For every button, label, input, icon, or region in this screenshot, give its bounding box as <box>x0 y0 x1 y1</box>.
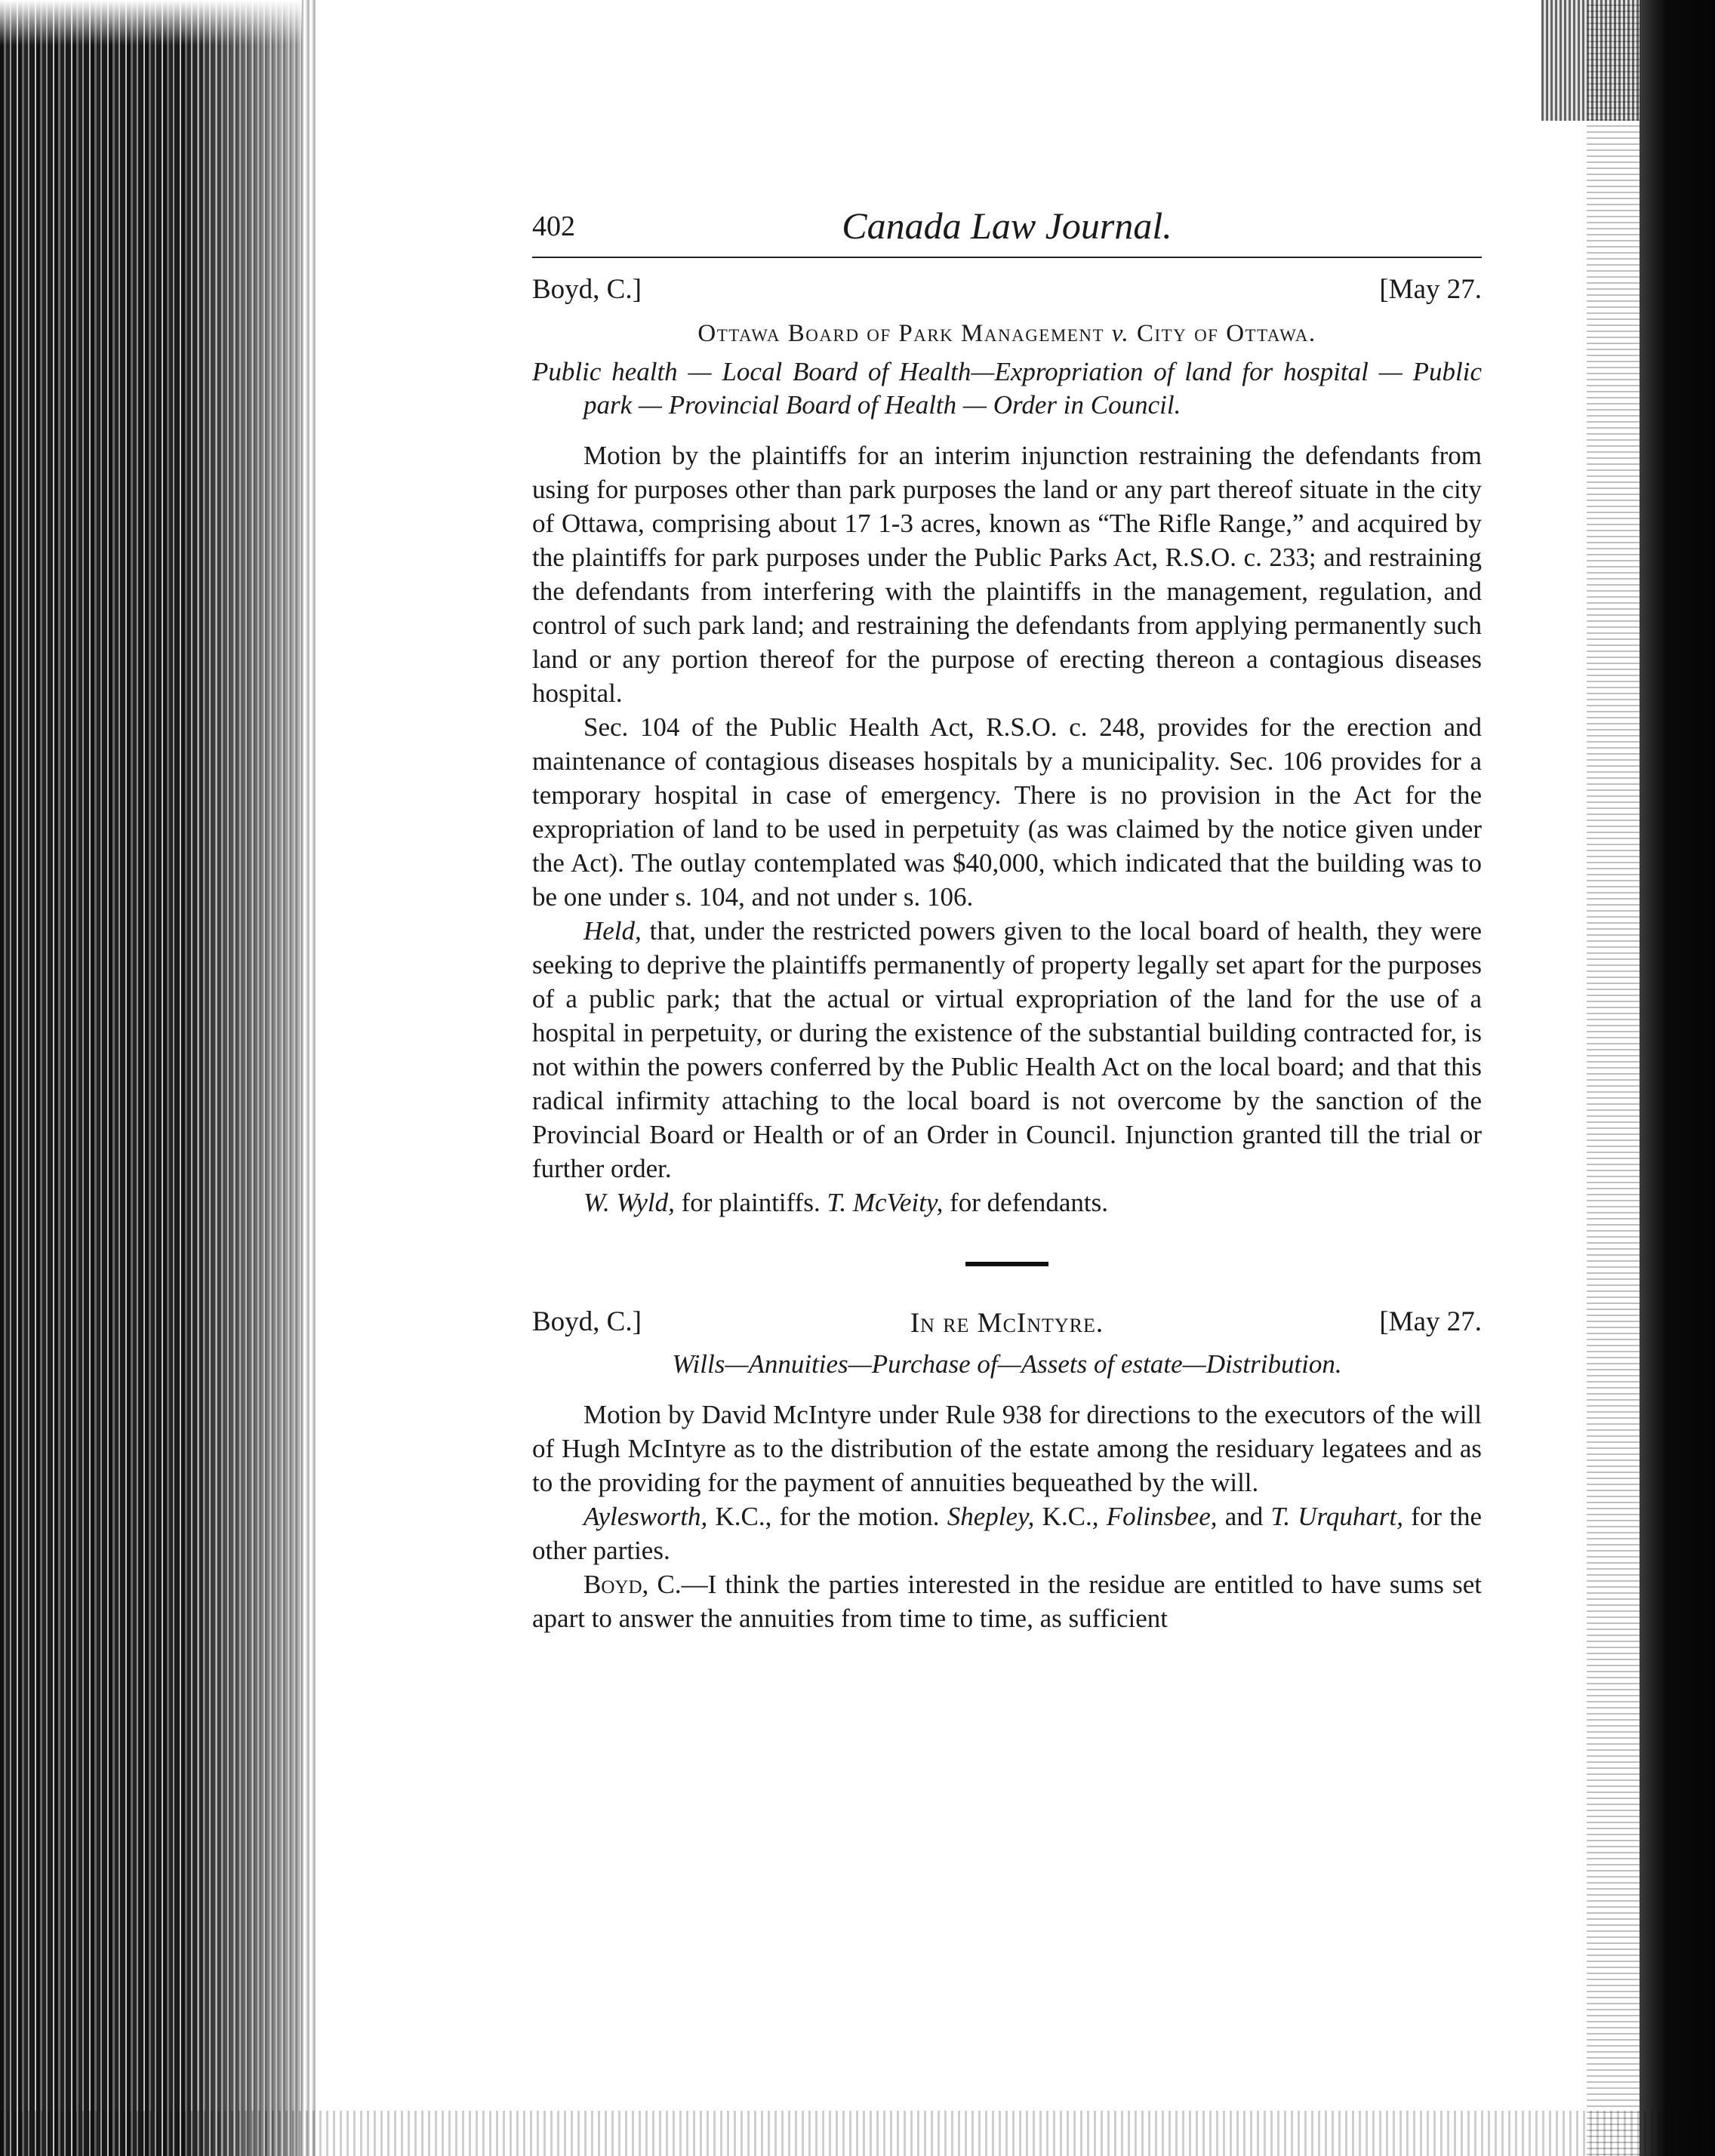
case1-header <box>532 273 1482 315</box>
case2-judgment <box>532 1567 1482 1635</box>
header-rule <box>532 257 1482 258</box>
section-divider <box>965 1262 1048 1266</box>
right-edge-shadow <box>1640 0 1715 2156</box>
scan-top-fade <box>0 0 302 45</box>
case1-date: [May 27. <box>1379 274 1482 305</box>
case2-counsel-d-text: for the other parties. <box>532 1502 1482 1565</box>
case2-judge: Boyd, C.] <box>532 1306 642 1337</box>
case1-headnote: Public health — Local Board of Health—Expropriation of land for hospital — Public park — Provincial Board of Health — Order in Council. <box>532 357 1482 420</box>
case1-held-text: that, under the restricted powers given to the local board of health, they were seeking to deprive the plaintiffs permanently of property legally set apart for the purposes of a public park; that the actual or virtual expropriation of the land for the use of a hospital in perpetuity, or during the existence of the substantial building contracted for, is not within the powers conferred by the Public Health Act on the local board; and that this radical infirmity attaching to the local board is not overcome by the sanction of the Provincial Board or Health or of an Order in Council. Injunction granted till the trial or further order. <box>532 916 1482 1183</box>
case2-counsel-b: Shepley, <box>947 1502 1035 1531</box>
case1-title-plaintiff: Ottawa Board of Park Management <box>697 320 1105 347</box>
case2-counsel-c: Folinsbee, <box>1106 1502 1218 1531</box>
case1-title-defendant: City of Ottawa. <box>1136 320 1316 347</box>
page-gutter-shadow <box>189 0 317 2156</box>
case2-title: In re McIntyre. <box>910 1308 1104 1339</box>
case2-counsel <box>532 1499 1482 1567</box>
case1-judge: Boyd, C.] <box>532 274 642 305</box>
case2-counsel-b-text: K.C., <box>1034 1502 1107 1531</box>
case2-counsel-a-text: K.C., for the motion. <box>707 1502 947 1531</box>
journal-page <box>532 204 1482 1635</box>
case1-paragraph-1: Motion by the plaintiffs for an interim injunction restraining the defendants from using for purposes other than park purposes the land or any part thereof situate in the city of Ottawa, comprising about 17 1-3 acres, known as “The Rifle Range,” and acquired by the plaintiffs for park purposes under the Public Parks Act, R.S.O. c. 233; and restraining the defendants from interfering with the plaintiffs in the management, regulation, and control of such park land; and restraining the defendants from applying permanently such land or any portion thereof for the purpose of erecting thereon a contagious diseases hospital. <box>532 441 1482 708</box>
case2-judgment-speaker: Boyd, C. <box>583 1570 682 1599</box>
case2-counsel-a: Aylesworth, <box>583 1502 708 1531</box>
case2-date: [May 27. <box>1379 1306 1482 1337</box>
case1-paragraph-2: Sec. 104 of the Public Health Act, R.S.O. c. 248, provides for the erection and maintenance of contagious diseases hospitals by a municipality. Sec. 106 provides for a temporary hospital in case of emergency. There is no provision in the Act for the expropriation of land to be used in perpetuity (as was claimed by the notice given under the Act). The outlay contemplated was $40,000, which indicated that the building was to be one under s. 104, and not under s. 106. <box>532 712 1482 912</box>
case1-title-versus: v. <box>1111 320 1130 347</box>
scan-bottom-noise <box>0 2111 1715 2156</box>
case1-counsel <box>532 1186 1482 1219</box>
case1-held-label: Held, <box>583 916 642 946</box>
case2-counsel-d: T. Urquhart, <box>1270 1502 1403 1531</box>
page-number: 402 <box>532 211 575 242</box>
running-head <box>532 204 1482 257</box>
case1-counsel1-text: for plaintiffs. <box>674 1188 827 1217</box>
case2-counsel-c-text: and <box>1217 1502 1271 1531</box>
case2-headnote: Wills—Annuities—Purchase of—Assets of estate—Distribution. <box>672 1349 1342 1379</box>
case1-title <box>532 320 1482 348</box>
case1-counsel2-name: T. McVeity, <box>827 1188 944 1217</box>
case2-header <box>532 1306 1482 1348</box>
case2-judgment-text: —I think the parties interested in the residue are entitled to have sums set apart to answer the annuities from time to time, as sufficient <box>532 1570 1483 1633</box>
right-edge-fringe <box>1587 0 1640 2156</box>
case1-held <box>532 914 1482 1186</box>
case1-counsel1-name: W. Wyld, <box>583 1188 675 1217</box>
case2-paragraph-1: Motion by David McIntyre under Rule 938 for directions to the executors of the will of Hugh McIntyre as to the distribution of the estate among the residuary legatees and as to the providing for the payment of annuities bequeathed by the will. <box>532 1400 1482 1497</box>
journal-title: Canada Law Journal. <box>842 205 1172 247</box>
case1-counsel2-text: for defendants. <box>943 1188 1109 1217</box>
